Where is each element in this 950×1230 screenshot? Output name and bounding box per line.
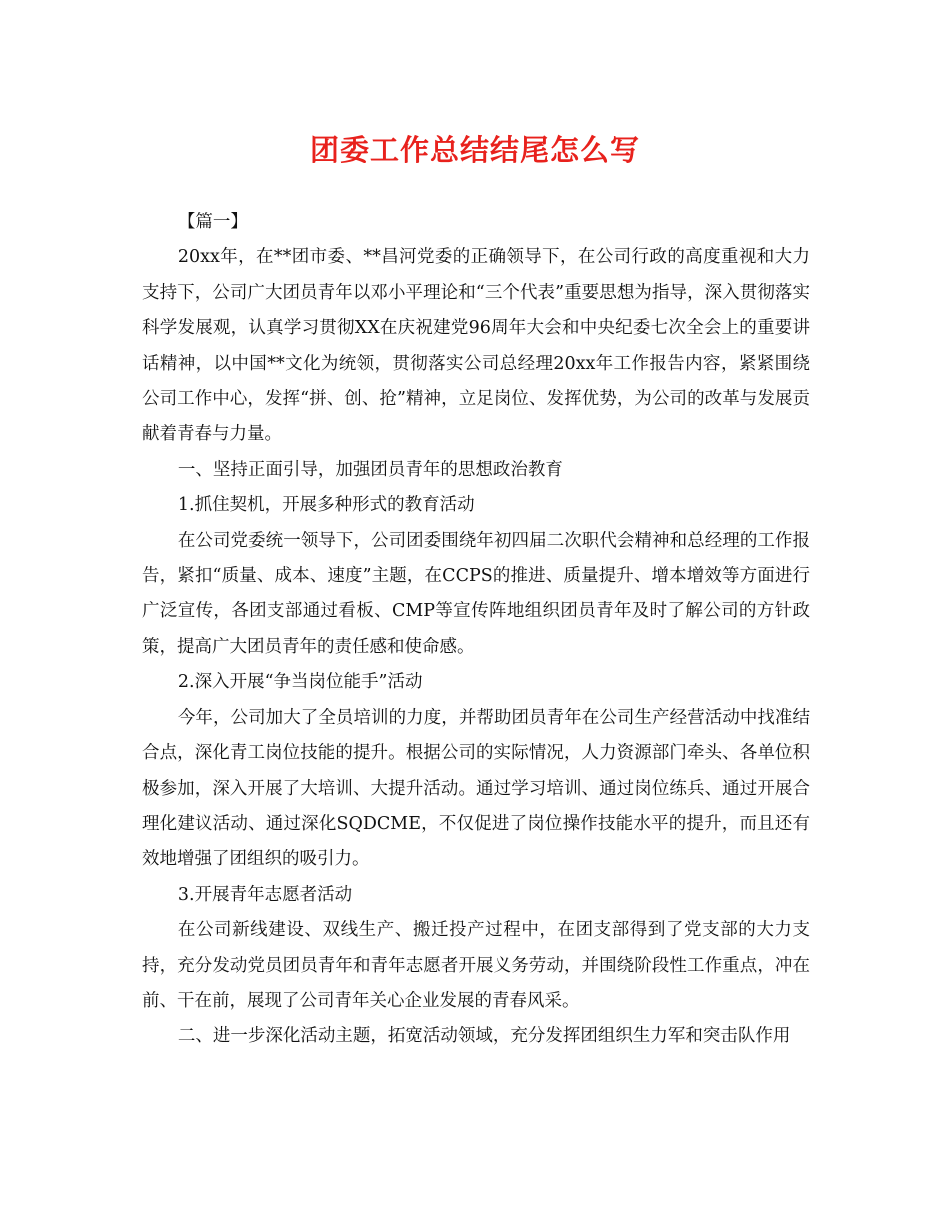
subsection-heading: 2.深入开展“争当岗位能手”活动 — [177, 672, 423, 693]
section-heading: 【篇一】 — [177, 212, 248, 232]
paragraph: 在公司新线建设、双线生产、搬迁投产过程中，在团支部得到了党支部的大力支持，充分发动党员团员青年和青年志愿者开展义务劳动，并围绕阶段性工作重点，冲在前、干在前，展现了公司青年关心企业发展的青春风采。 — [142, 920, 810, 1011]
section-heading: 二、进一步深化活动主题，拓宽活动领域，充分发挥团组织生力军和突击队作用 — [177, 1026, 791, 1047]
paragraph: 20xx年，在**团市委、**昌河党委的正确领导下，在公司行政的高度重视和大力支持下，公司广大团员青年以邓小平理论和“三个代表”重要思想为指导，深入贯彻落实科学发展观，认真学习贯彻XX在庆祝建党96周年大会和中央纪委七次全会上的重要讲话精神，以中国**文化为统领，贯彻落实公司总经理20xx年工作报告内容，紧紧围绕公司工作中心，发挥“拼、创、抢”精神，立足岗位、发挥优势，为公司的改革与发展贡献着青春与力量。 — [142, 247, 810, 445]
document-body — [142, 205, 810, 1055]
paragraph: 今年，公司加大了全员培训的力度，并帮助团员青年在公司生产经营活动中找准结合点，深化青工岗位技能的提升。根据公司的实际情况，人力资源部门牵头、各单位积极参加，深入开展了大培训、大提升活动。通过学习培训、通过岗位练兵、通过开展合理化建议活动、通过深化SQDCME，不仅促进了岗位操作技能水平的提升，而且还有效地增强了团组织的吸引力。 — [142, 707, 810, 870]
section-heading: 一、坚持正面引导，加强团员青年的思想政治教育 — [177, 459, 563, 480]
document-title: 团委工作总结结尾怎么写 — [309, 133, 640, 167]
paragraph: 在公司党委统一领导下，公司团委围绕年初四届二次职代会精神和总经理的工作报告，紧扣“质量、成本、速度”主题，在CCPS的推进、质量提升、增本增效等方面进行广泛宣传，各团支部通过看板、CMP等宣传阵地组织团员青年及时了解公司的方针政策，提高广大团员青年的责任感和使命感。 — [142, 530, 810, 657]
subsection-heading: 1.抓住契机，开展多种形式的教育活动 — [177, 495, 475, 516]
subsection-heading: 3.开展青年志愿者活动 — [177, 884, 353, 905]
